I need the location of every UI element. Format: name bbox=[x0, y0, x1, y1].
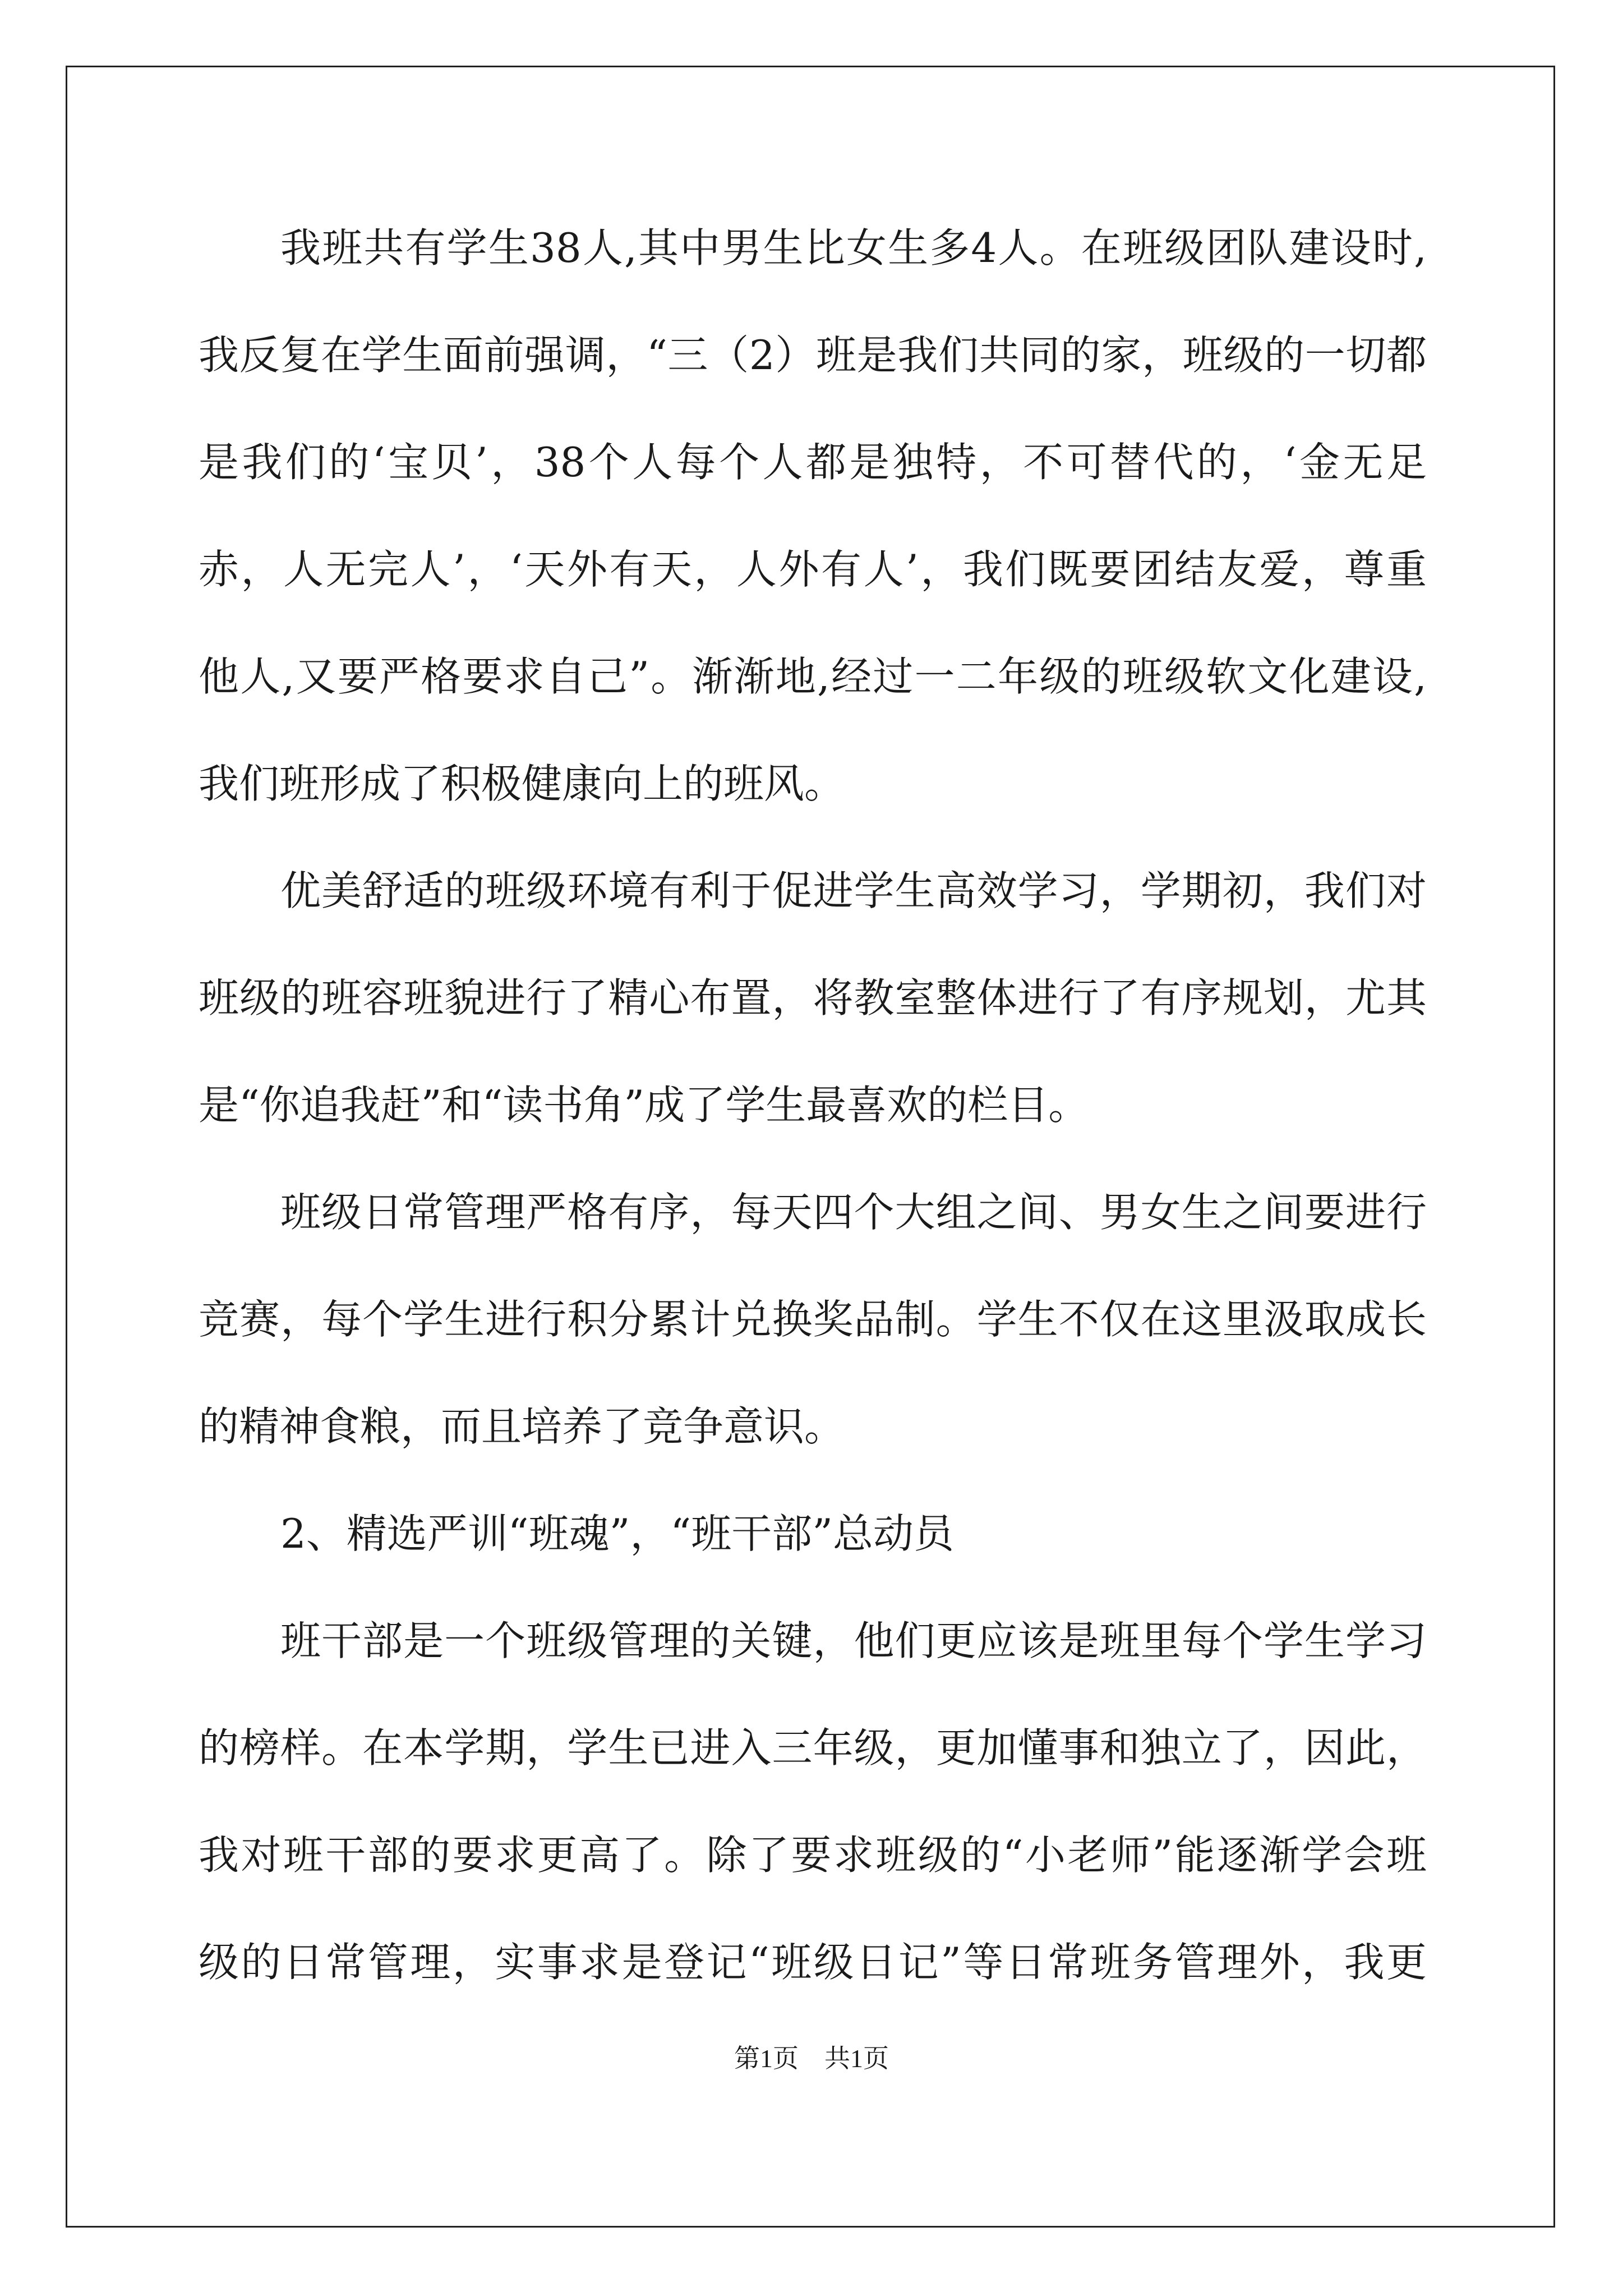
paragraph-3-line-1: 班级日常管理严格有序，每天四个大组之间、男女生之间要进行 bbox=[280, 1189, 1427, 1236]
paragraph-2-line-1: 优美舒适的班级环境有利于促进学生高效学习，学期初，我们对 bbox=[280, 867, 1427, 914]
paragraph-3-line-2: 竞赛，每个学生进行积分累计兑换奖品制。学生不仅在这里汲取成长 bbox=[199, 1296, 1427, 1343]
paragraph-4-line-4: 级的日常管理，实事求是登记“班级日记”等日常班务管理外，我更 bbox=[199, 1939, 1427, 1986]
paragraph-3-line-3: 的精神食粮，而且培养了竞争意识。 bbox=[199, 1403, 845, 1450]
paragraph-2-line-2: 班级的班容班貌进行了精心布置，将教室整体进行了有序规划，尤其 bbox=[199, 974, 1427, 1022]
paragraph-4-line-2: 的榜样。在本学期，学生已进入三年级，更加懂事和独立了，因此， bbox=[199, 1724, 1427, 1772]
paragraph-4-line-1: 班干部是一个班级管理的关键，他们更应该是班里每个学生学习 bbox=[280, 1617, 1427, 1664]
paragraph-1-line-3: 是我们的‘宝贝’，38个人每个人都是独特，不可替代的，‘金无足 bbox=[199, 439, 1427, 486]
page-number-footer: 第1页 共1页 bbox=[734, 2044, 889, 2073]
page-border bbox=[66, 66, 1555, 2228]
paragraph-1-line-1: 我班共有学生38人,其中男生比女生多4人。在班级团队建设时, bbox=[280, 224, 1427, 272]
paragraph-1-line-4: 赤，人无完人’，‘天外有天，人外有人’，我们既要团结友爱，尊重 bbox=[199, 546, 1427, 593]
paragraph-1-line-6: 我们班形成了积极健康向上的班风。 bbox=[199, 760, 845, 807]
section-heading: 2、精选严训“班魂”，“班干部”总动员 bbox=[280, 1510, 955, 1557]
paragraph-1-line-2: 我反复在学生面前强调，“三（2）班是我们共同的家，班级的一切都 bbox=[199, 332, 1427, 379]
paragraph-4-line-3: 我对班干部的要求更高了。除了要求班级的“小老师”能逐渐学会班 bbox=[199, 1832, 1427, 1879]
paragraph-1-line-5: 他人,又要严格要求自己”。渐渐地,经过一二年级的班级软文化建设, bbox=[199, 653, 1427, 700]
paragraph-2-line-3: 是“你追我赶”和“读书角”成了学生最喜欢的栏目。 bbox=[199, 1082, 1089, 1129]
